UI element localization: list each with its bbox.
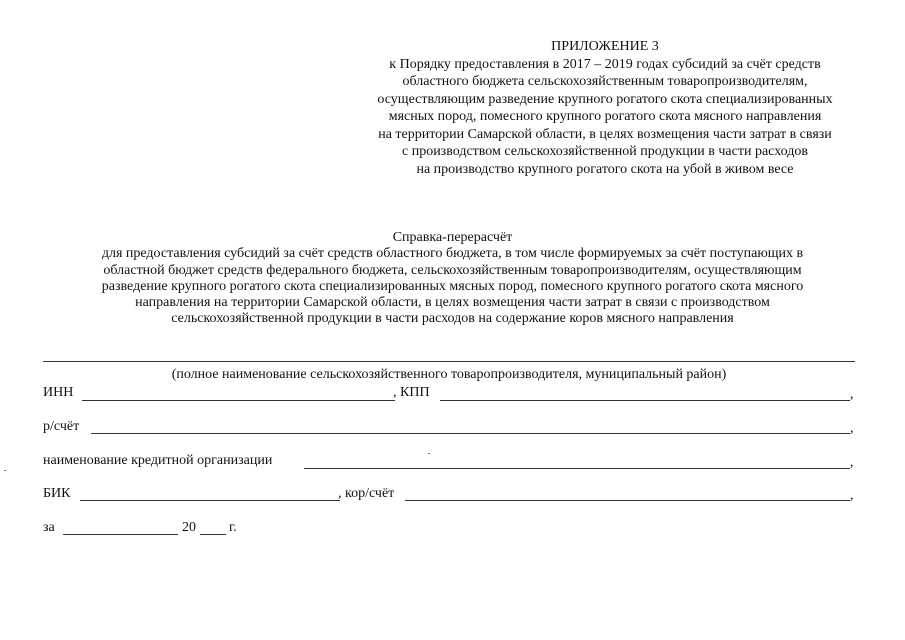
scan-speck — [428, 453, 430, 454]
corr-comma: , — [850, 488, 854, 503]
inn-comma: , — [850, 387, 854, 402]
title-line: для предоставления субсидий за счёт средств областного бюджета, в том числе формируемых за счёт поступающих в — [101, 246, 804, 262]
producer-name-field[interactable] — [43, 361, 855, 362]
account-label: р/счёт — [43, 419, 80, 434]
scan-speck — [4, 470, 6, 471]
account-field[interactable] — [91, 433, 850, 434]
account-comma: , — [850, 421, 854, 436]
inn-label: ИНН — [43, 385, 74, 400]
period-month-field[interactable] — [63, 534, 178, 535]
appendix-line: мясных пород, помесного крупного рогатого скота мясного направления — [388, 109, 822, 124]
inn-field[interactable] — [82, 400, 395, 401]
period-prefix: за — [43, 520, 55, 535]
appendix-header — [330, 38, 880, 178]
bik-label: БИК — [43, 486, 71, 501]
kpp-field[interactable] — [440, 400, 850, 401]
appendix-line: осуществляющим разведение крупного рогатого скота специализированных — [377, 91, 833, 107]
bank-field[interactable] — [304, 468, 850, 469]
title-line: направления на территории Самарской области, в целях возмещения части затрат в связи с производством — [135, 295, 770, 311]
appendix-line: на территории Самарской области, в целях возмещения части затрат в связи — [378, 126, 832, 142]
corr-account-label: , кор/счёт — [338, 486, 395, 501]
title-line: областной бюджет средств федерального бюджета, сельскохозяйственным товаропроизводителям, осуществляющим — [103, 262, 802, 278]
bik-field[interactable] — [80, 500, 340, 501]
appendix-line: на производство крупного рогатого скота на убой в живом весе — [416, 161, 794, 177]
period-suffix: г. — [229, 520, 237, 535]
appendix-line: с производством сельскохозяйственной продукции в части расходов — [401, 144, 809, 159]
bank-label: наименование кредитной организации — [43, 453, 273, 468]
document-title — [30, 230, 875, 328]
title-line: сельскохозяйственной продукции в части расходов на содержание коров мясного направления — [171, 311, 734, 327]
bank-comma: , — [850, 455, 854, 470]
appendix-line: областного бюджета сельскохозяйственным товаропроизводителям, — [402, 74, 808, 89]
period-year-field[interactable] — [200, 534, 226, 535]
appendix-line: к Порядку предоставления в 2017 – 2019 годах субсидий за счёт средств — [389, 56, 821, 72]
producer-name-caption: (полное наименование сельскохозяйственного товаропроизводителя, муниципальный район) — [171, 367, 727, 382]
corr-account-field[interactable] — [405, 500, 850, 501]
period-year-prefix: 20 — [182, 520, 196, 535]
appendix-heading: ПРИЛОЖЕНИЕ 3 — [551, 39, 659, 54]
title-heading: Справка-перерасчёт — [392, 230, 513, 245]
title-line: разведение крупного рогатого скота специализированных мясных пород, помесного крупного рогатого скота мясного — [101, 278, 804, 294]
kpp-label: , КПП — [393, 385, 430, 400]
